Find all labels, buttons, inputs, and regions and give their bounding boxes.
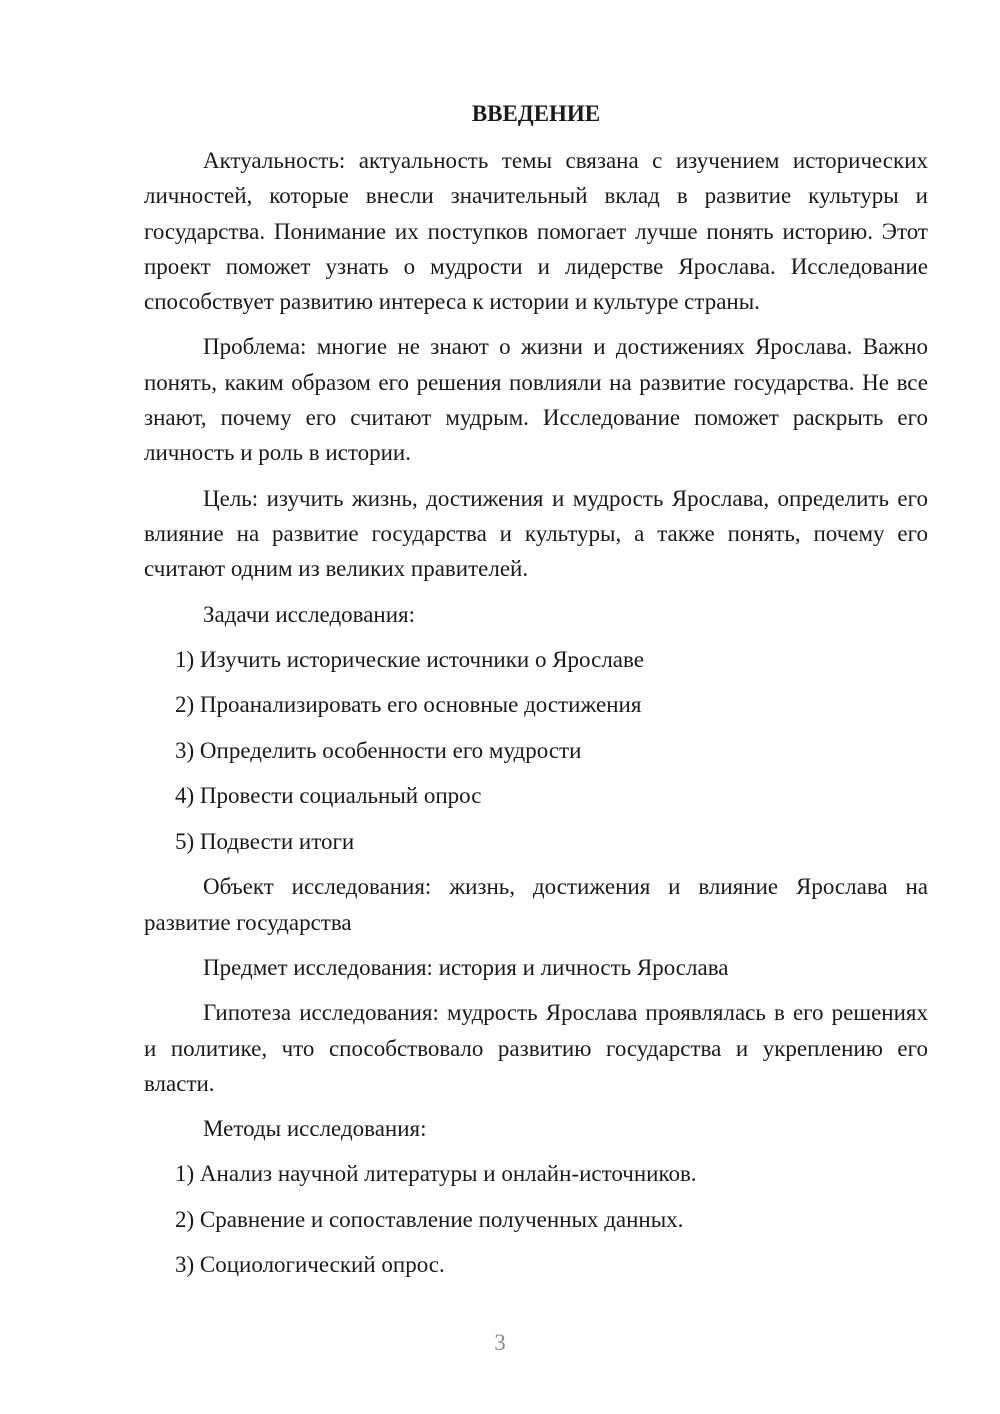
object-paragraph: Объект исследования: жизнь, достижения и влияние Ярослава на развитие государства xyxy=(144,874,928,935)
task-item: 2) Проанализировать его основные достижения xyxy=(175,692,642,718)
hypothesis-paragraph: Гипотеза исследования: мудрость Ярослава проявлялась в его решениях и политике, что способствовало развитию государства и укреплению его власти. xyxy=(144,1000,928,1096)
method-item: 3) Социологический опрос. xyxy=(175,1252,445,1278)
method-item: 2) Сравнение и сопоставление полученных данных. xyxy=(175,1206,684,1232)
subject-paragraph: Предмет исследования: история и личность Ярослава xyxy=(203,954,729,980)
task-item: 5) Подвести итоги xyxy=(175,828,355,854)
task-item: 3) Определить особенности его мудрости xyxy=(175,737,582,763)
goal-paragraph: Цель: изучить жизнь, достижения и мудрость Ярослава, определить его влияние на развитие государства и культуры, а также понять, почему его считают одним из великих правителей. xyxy=(144,485,928,582)
problem-paragraph: Проблема: многие не знают о жизни и достижениях Ярослава. Важно понять, каким образом его решения повлияли на развитие государства. Не все знают, почему его считают мудрым. Исследование поможет раскрыть его личность и роль в истории. xyxy=(144,334,928,466)
methods-title: Методы исследования: xyxy=(203,1116,427,1142)
task-item: 4) Провести социальный опрос xyxy=(175,783,482,809)
page-number: 3 xyxy=(494,1330,506,1355)
tasks-title: Задачи исследования: xyxy=(203,601,416,627)
method-item: 1) Анализ научной литературы и онлайн-источников. xyxy=(175,1161,697,1187)
page-title: ВВЕДЕНИЕ xyxy=(471,101,601,126)
relevance-paragraph: Актуальность: актуальность темы связана с изучением исторических личностей, которые внесли значительный вклад в развитие культуры и государства. Понимание их поступков помогает лучше понять историю. Этот проект поможет узнать о мудрости и лидерстве Ярослава. Исследование способствует развитию интереса к истории и культуре страны. xyxy=(144,148,928,315)
task-item: 1) Изучить исторические источники о Ярославе xyxy=(175,646,644,672)
page-content xyxy=(144,96,928,1293)
